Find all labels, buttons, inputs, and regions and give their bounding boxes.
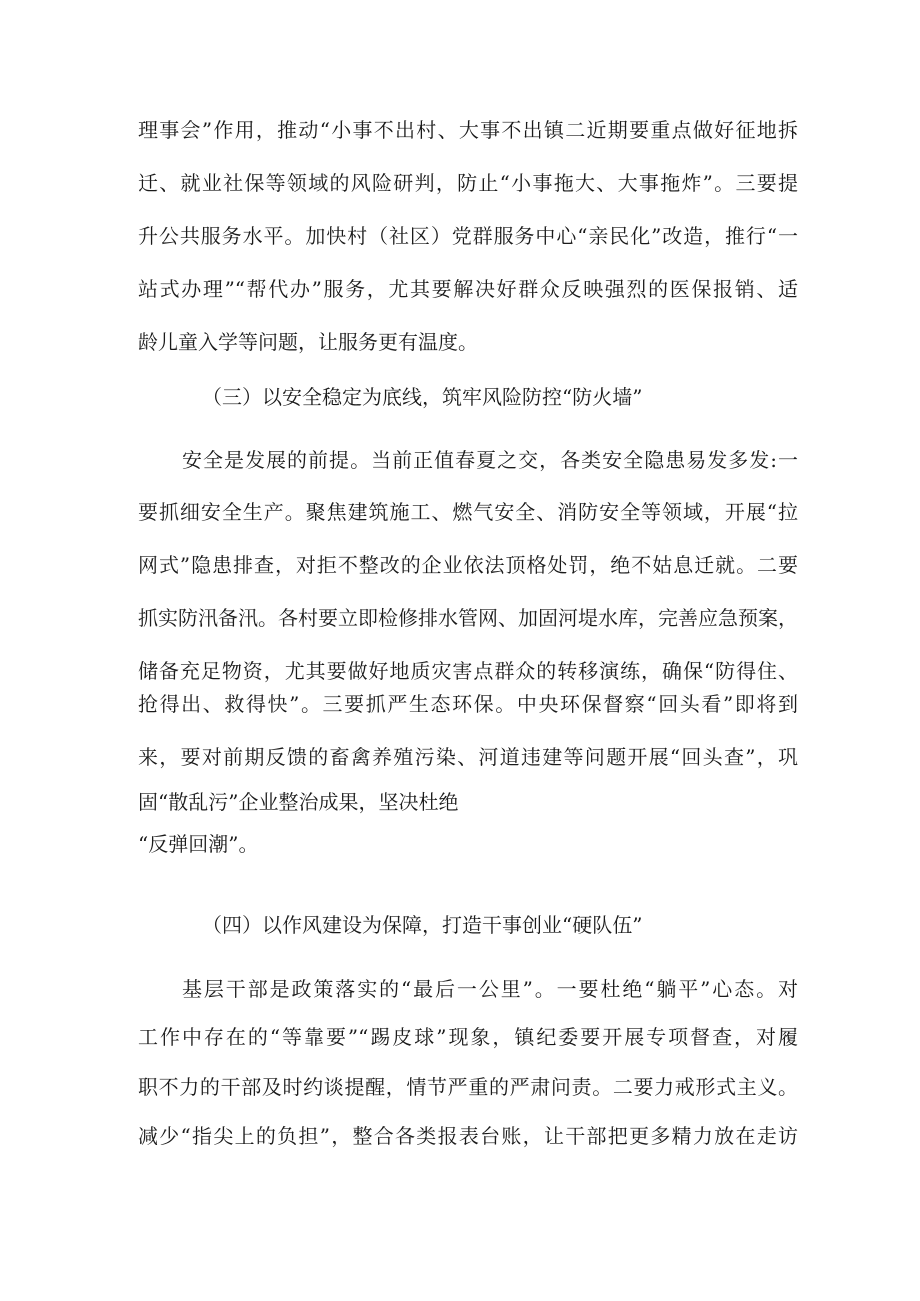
paragraph-2-line-8: 固“散乱污”企业整治成果，坚决杜绝 xyxy=(138,790,459,814)
paragraph-3-line-3: 职不力的干部及时约谈提醒，情节严重的严肃问责。二要力戒形式主义。 xyxy=(138,1075,798,1099)
paragraph-2-line-1: 安全是发展的前提。当前正值春夏之交，各类安全隐患易发多发:一 xyxy=(182,448,798,472)
paragraph-1-line-2: 迁、就业社保等领域的风险研判，防止“小事拖大、大事拖炸”。三要提 xyxy=(138,171,798,195)
paragraph-3-line-4: 减少“指尖上的负担”，整合各类报表台账，让干部把更多精力放在走访 xyxy=(138,1124,798,1148)
paragraph-2-line-4: 抓实防汛备汛。各村要立即检修排水管网、加固河堤水库，完善应急预案， xyxy=(138,606,798,630)
section-heading-3: （三）以安全稳定为底线，筑牢风险防控“防火墙” xyxy=(202,385,643,409)
paragraph-2-line-7: 来，要对前期反馈的畜禽养殖污染、河道违建等问题开展“回头查”，巩 xyxy=(138,745,798,769)
paragraph-1-line-5: 龄儿童入学等问题，让服务更有温度。 xyxy=(138,330,478,354)
paragraph-2-line-9: “反弹回潮”。 xyxy=(138,832,259,856)
paragraph-2-line-3: 网式”隐患排查，对拒不整改的企业依法顶格处罚，绝不姑息迁就。二要 xyxy=(138,553,798,577)
paragraph-2-line-2: 要抓细安全生产。聚焦建筑施工、燃气安全、消防安全等领域，开展“拉 xyxy=(138,500,798,524)
paragraph-2-line-5: 储备充足物资，尤其要做好地质灾害点群众的转移演练，确保“防得住、 xyxy=(138,659,798,683)
paragraph-3-line-1: 基层干部是政策落实的“最后一公里”。一要杜绝“躺平”心态。对 xyxy=(182,977,798,1001)
paragraph-2-line-6: 抢得出、救得快”。三要抓严生态环保。中央环保督察“回头看”即将到 xyxy=(138,692,798,716)
section-heading-4: （四）以作风建设为保障，打造干事创业“硬队伍” xyxy=(202,913,643,937)
paragraph-3-line-2: 工作中存在的“等靠要”“踢皮球”现象，镇纪委要开展专项督查，对履 xyxy=(138,1025,798,1049)
paragraph-1-line-4: 站式办理”“帮代办”服务，尤其要解决好群众反映强烈的医保报销、适 xyxy=(138,277,798,301)
paragraph-1-line-1: 理事会”作用，推动“小事不出村、大事不出镇二近期要重点做好征地拆 xyxy=(138,118,798,142)
paragraph-1-line-3: 升公共服务水平。加快村（社区）党群服务中心“亲民化”改造，推行“一 xyxy=(138,224,798,248)
